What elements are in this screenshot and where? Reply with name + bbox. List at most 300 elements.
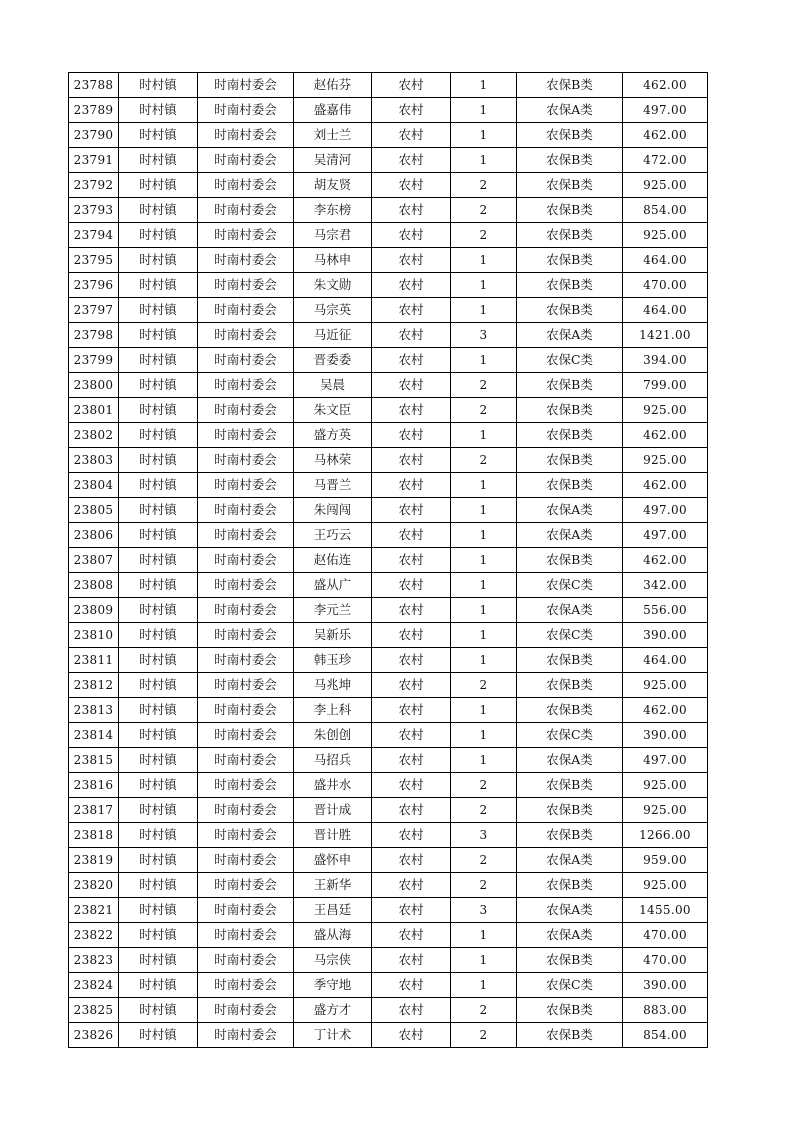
area-type-cell: 农村 [372,798,451,823]
town-cell: 时村镇 [119,873,198,898]
area-type-cell: 农村 [372,848,451,873]
amount-cell: 925.00 [623,873,708,898]
row-id-cell: 23817 [69,798,119,823]
amount-cell: 464.00 [623,648,708,673]
household-count-cell: 1 [451,973,517,998]
town-cell: 时村镇 [119,823,198,848]
village-committee-cell: 时南村委会 [198,873,294,898]
area-type-cell: 农村 [372,148,451,173]
name-cell: 赵佑芬 [294,73,372,98]
area-type-cell: 农村 [372,673,451,698]
town-cell: 时村镇 [119,348,198,373]
table-row [69,498,708,523]
household-count-cell: 2 [451,223,517,248]
household-count-cell: 2 [451,998,517,1023]
table-row [69,823,708,848]
table-row [69,448,708,473]
row-id-cell: 23788 [69,73,119,98]
area-type-cell: 农村 [372,773,451,798]
insurance-category-cell: 农保B类 [517,798,623,823]
area-type-cell: 农村 [372,873,451,898]
row-id-cell: 23808 [69,573,119,598]
household-count-cell: 2 [451,398,517,423]
village-committee-cell: 时南村委会 [198,398,294,423]
row-id-cell: 23811 [69,648,119,673]
row-id-cell: 23815 [69,748,119,773]
table-row [69,548,708,573]
household-count-cell: 1 [451,648,517,673]
area-type-cell: 农村 [372,748,451,773]
table-row [69,673,708,698]
row-id-cell: 23793 [69,198,119,223]
insurance-category-cell: 农保B类 [517,273,623,298]
insurance-category-cell: 农保B类 [517,373,623,398]
village-committee-cell: 时南村委会 [198,298,294,323]
area-type-cell: 农村 [372,823,451,848]
amount-cell: 462.00 [623,123,708,148]
table-row [69,248,708,273]
name-cell: 马晋兰 [294,473,372,498]
household-count-cell: 1 [451,748,517,773]
town-cell: 时村镇 [119,748,198,773]
village-committee-cell: 时南村委会 [198,223,294,248]
amount-cell: 462.00 [623,698,708,723]
table-row [69,898,708,923]
row-id-cell: 23801 [69,398,119,423]
row-id-cell: 23795 [69,248,119,273]
insurance-category-cell: 农保B类 [517,648,623,673]
table-row [69,348,708,373]
row-id-cell: 23825 [69,998,119,1023]
amount-cell: 390.00 [623,973,708,998]
insurance-category-cell: 农保B类 [517,673,623,698]
name-cell: 盛从广 [294,573,372,598]
row-id-cell: 23804 [69,473,119,498]
area-type-cell: 农村 [372,173,451,198]
household-count-cell: 1 [451,148,517,173]
insurance-category-cell: 农保B类 [517,398,623,423]
household-count-cell: 1 [451,423,517,448]
insurance-category-cell: 农保B类 [517,823,623,848]
amount-cell: 925.00 [623,398,708,423]
name-cell: 盛从海 [294,923,372,948]
name-cell: 吴新乐 [294,623,372,648]
amount-cell: 1266.00 [623,823,708,848]
table-row [69,273,708,298]
village-committee-cell: 时南村委会 [198,898,294,923]
amount-cell: 497.00 [623,498,708,523]
amount-cell: 342.00 [623,573,708,598]
household-count-cell: 1 [451,923,517,948]
amount-cell: 959.00 [623,848,708,873]
area-type-cell: 农村 [372,273,451,298]
row-id-cell: 23816 [69,773,119,798]
insurance-category-cell: 农保B类 [517,198,623,223]
amount-cell: 462.00 [623,73,708,98]
village-committee-cell: 时南村委会 [198,548,294,573]
insurance-category-cell: 农保B类 [517,423,623,448]
village-committee-cell: 时南村委会 [198,73,294,98]
town-cell: 时村镇 [119,648,198,673]
name-cell: 马招兵 [294,748,372,773]
row-id-cell: 23796 [69,273,119,298]
area-type-cell: 农村 [372,923,451,948]
table-row [69,473,708,498]
town-cell: 时村镇 [119,848,198,873]
table-row [69,223,708,248]
amount-cell: 799.00 [623,373,708,398]
household-count-cell: 1 [451,498,517,523]
name-cell: 盛怀申 [294,848,372,873]
area-type-cell: 农村 [372,248,451,273]
household-count-cell: 2 [451,673,517,698]
village-committee-cell: 时南村委会 [198,348,294,373]
name-cell: 盛方才 [294,998,372,1023]
household-count-cell: 1 [451,348,517,373]
amount-cell: 464.00 [623,298,708,323]
town-cell: 时村镇 [119,248,198,273]
insurance-category-cell: 农保A类 [517,323,623,348]
row-id-cell: 23813 [69,698,119,723]
household-count-cell: 3 [451,823,517,848]
town-cell: 时村镇 [119,698,198,723]
village-committee-cell: 时南村委会 [198,323,294,348]
insurance-category-cell: 农保B类 [517,948,623,973]
table-row [69,998,708,1023]
amount-cell: 883.00 [623,998,708,1023]
town-cell: 时村镇 [119,198,198,223]
name-cell: 马宗君 [294,223,372,248]
row-id-cell: 23810 [69,623,119,648]
area-type-cell: 农村 [372,223,451,248]
town-cell: 时村镇 [119,323,198,348]
household-count-cell: 1 [451,598,517,623]
village-committee-cell: 时南村委会 [198,98,294,123]
insurance-category-cell: 农保A类 [517,598,623,623]
table-row [69,748,708,773]
amount-cell: 556.00 [623,598,708,623]
household-count-cell: 2 [451,848,517,873]
name-cell: 朱创创 [294,723,372,748]
table-row [69,1023,708,1048]
name-cell: 赵佑连 [294,548,372,573]
table-row [69,573,708,598]
insurance-category-cell: 农保B类 [517,448,623,473]
village-committee-cell: 时南村委会 [198,623,294,648]
household-count-cell: 1 [451,248,517,273]
amount-cell: 854.00 [623,1023,708,1048]
name-cell: 李上科 [294,698,372,723]
town-cell: 时村镇 [119,398,198,423]
row-id-cell: 23826 [69,1023,119,1048]
name-cell: 王新华 [294,873,372,898]
insurance-category-cell: 农保B类 [517,223,623,248]
row-id-cell: 23819 [69,848,119,873]
town-cell: 时村镇 [119,798,198,823]
area-type-cell: 农村 [372,423,451,448]
row-id-cell: 23821 [69,898,119,923]
name-cell: 王昌廷 [294,898,372,923]
town-cell: 时村镇 [119,523,198,548]
area-type-cell: 农村 [372,698,451,723]
name-cell: 盛嘉伟 [294,98,372,123]
town-cell: 时村镇 [119,373,198,398]
row-id-cell: 23812 [69,673,119,698]
amount-cell: 472.00 [623,148,708,173]
village-committee-cell: 时南村委会 [198,598,294,623]
table-row [69,373,708,398]
area-type-cell: 农村 [372,473,451,498]
village-committee-cell: 时南村委会 [198,448,294,473]
row-id-cell: 23820 [69,873,119,898]
table-row [69,873,708,898]
household-count-cell: 2 [451,173,517,198]
town-cell: 时村镇 [119,948,198,973]
household-count-cell: 1 [451,473,517,498]
town-cell: 时村镇 [119,498,198,523]
name-cell: 晋计成 [294,798,372,823]
insurance-category-cell: 农保A类 [517,748,623,773]
town-cell: 时村镇 [119,723,198,748]
table-row [69,148,708,173]
row-id-cell: 23805 [69,498,119,523]
area-type-cell: 农村 [372,323,451,348]
row-id-cell: 23824 [69,973,119,998]
town-cell: 时村镇 [119,623,198,648]
row-id-cell: 23809 [69,598,119,623]
town-cell: 时村镇 [119,273,198,298]
area-type-cell: 农村 [372,123,451,148]
village-committee-cell: 时南村委会 [198,523,294,548]
row-id-cell: 23802 [69,423,119,448]
amount-cell: 390.00 [623,723,708,748]
insurance-category-cell: 农保B类 [517,698,623,723]
household-count-cell: 1 [451,723,517,748]
household-count-cell: 1 [451,623,517,648]
village-committee-cell: 时南村委会 [198,748,294,773]
household-count-cell: 1 [451,948,517,973]
town-cell: 时村镇 [119,423,198,448]
household-count-cell: 2 [451,773,517,798]
name-cell: 马林荣 [294,448,372,473]
village-committee-cell: 时南村委会 [198,1023,294,1048]
household-count-cell: 2 [451,798,517,823]
name-cell: 朱文臣 [294,398,372,423]
household-count-cell: 2 [451,1023,517,1048]
amount-cell: 462.00 [623,473,708,498]
amount-cell: 925.00 [623,223,708,248]
amount-cell: 925.00 [623,448,708,473]
amount-cell: 462.00 [623,548,708,573]
area-type-cell: 农村 [372,573,451,598]
name-cell: 盛井水 [294,773,372,798]
town-cell: 时村镇 [119,598,198,623]
amount-cell: 462.00 [623,423,708,448]
table-row [69,923,708,948]
household-count-cell: 1 [451,523,517,548]
household-count-cell: 1 [451,548,517,573]
household-count-cell: 1 [451,273,517,298]
row-id-cell: 23792 [69,173,119,198]
village-committee-cell: 时南村委会 [198,948,294,973]
amount-cell: 390.00 [623,623,708,648]
area-type-cell: 农村 [372,73,451,98]
amount-cell: 470.00 [623,948,708,973]
insurance-category-cell: 农保B类 [517,773,623,798]
name-cell: 马近征 [294,323,372,348]
table-row [69,623,708,648]
village-committee-cell: 时南村委会 [198,198,294,223]
household-count-cell: 1 [451,573,517,598]
area-type-cell: 农村 [372,198,451,223]
name-cell: 李元兰 [294,598,372,623]
row-id-cell: 23794 [69,223,119,248]
name-cell: 吴晨 [294,373,372,398]
village-committee-cell: 时南村委会 [198,848,294,873]
name-cell: 盛方英 [294,423,372,448]
insurance-category-cell: 农保B类 [517,148,623,173]
insurance-category-cell: 农保B类 [517,873,623,898]
amount-cell: 497.00 [623,98,708,123]
area-type-cell: 农村 [372,448,451,473]
name-cell: 朱闯闯 [294,498,372,523]
insurance-category-cell: 农保B类 [517,123,623,148]
table-row [69,773,708,798]
village-committee-cell: 时南村委会 [198,173,294,198]
insurance-category-cell: 农保B类 [517,998,623,1023]
table-row [69,73,708,98]
household-count-cell: 1 [451,73,517,98]
insurance-category-cell: 农保B类 [517,298,623,323]
amount-cell: 854.00 [623,198,708,223]
area-type-cell: 农村 [372,998,451,1023]
row-id-cell: 23814 [69,723,119,748]
insurance-category-cell: 农保C类 [517,573,623,598]
insurance-category-cell: 农保A类 [517,848,623,873]
table-row [69,423,708,448]
household-count-cell: 1 [451,123,517,148]
area-type-cell: 农村 [372,1023,451,1048]
village-committee-cell: 时南村委会 [198,823,294,848]
name-cell: 李东榜 [294,198,372,223]
household-count-cell: 1 [451,298,517,323]
table-row [69,848,708,873]
insurance-category-cell: 农保C类 [517,348,623,373]
area-type-cell: 农村 [372,948,451,973]
amount-cell: 470.00 [623,923,708,948]
row-id-cell: 23798 [69,323,119,348]
insurance-category-cell: 农保A类 [517,898,623,923]
amount-cell: 464.00 [623,248,708,273]
name-cell: 胡友贤 [294,173,372,198]
household-count-cell: 2 [451,373,517,398]
insurance-category-cell: 农保B类 [517,473,623,498]
name-cell: 吴清河 [294,148,372,173]
name-cell: 韩玉珍 [294,648,372,673]
name-cell: 季守地 [294,973,372,998]
table-row [69,173,708,198]
name-cell: 刘士兰 [294,123,372,148]
village-committee-cell: 时南村委会 [198,998,294,1023]
town-cell: 时村镇 [119,98,198,123]
household-count-cell: 1 [451,98,517,123]
row-id-cell: 23797 [69,298,119,323]
village-committee-cell: 时南村委会 [198,698,294,723]
insurance-category-cell: 农保C类 [517,623,623,648]
area-type-cell: 农村 [372,723,451,748]
table-row [69,198,708,223]
area-type-cell: 农村 [372,523,451,548]
insurance-category-cell: 农保A类 [517,923,623,948]
area-type-cell: 农村 [372,898,451,923]
insurance-category-cell: 农保A类 [517,98,623,123]
amount-cell: 394.00 [623,348,708,373]
village-committee-cell: 时南村委会 [198,123,294,148]
name-cell: 马兆坤 [294,673,372,698]
town-cell: 时村镇 [119,548,198,573]
row-id-cell: 23789 [69,98,119,123]
household-count-cell: 3 [451,898,517,923]
table-row [69,798,708,823]
household-count-cell: 2 [451,198,517,223]
area-type-cell: 农村 [372,348,451,373]
village-committee-cell: 时南村委会 [198,973,294,998]
village-committee-cell: 时南村委会 [198,798,294,823]
table-row [69,98,708,123]
row-id-cell: 23818 [69,823,119,848]
area-type-cell: 农村 [372,498,451,523]
area-type-cell: 农村 [372,623,451,648]
village-committee-cell: 时南村委会 [198,273,294,298]
amount-cell: 470.00 [623,273,708,298]
name-cell: 马林申 [294,248,372,273]
village-committee-cell: 时南村委会 [198,723,294,748]
insurance-category-cell: 农保C类 [517,973,623,998]
name-cell: 马宗英 [294,298,372,323]
town-cell: 时村镇 [119,173,198,198]
row-id-cell: 23803 [69,448,119,473]
insurance-category-cell: 农保B类 [517,1023,623,1048]
row-id-cell: 23806 [69,523,119,548]
village-committee-cell: 时南村委会 [198,423,294,448]
area-type-cell: 农村 [372,373,451,398]
table-row [69,698,708,723]
town-cell: 时村镇 [119,73,198,98]
amount-cell: 497.00 [623,748,708,773]
village-committee-cell: 时南村委会 [198,673,294,698]
town-cell: 时村镇 [119,998,198,1023]
amount-cell: 925.00 [623,173,708,198]
area-type-cell: 农村 [372,973,451,998]
household-count-cell: 3 [451,323,517,348]
village-committee-cell: 时南村委会 [198,498,294,523]
table-row [69,948,708,973]
table-row [69,973,708,998]
row-id-cell: 23800 [69,373,119,398]
area-type-cell: 农村 [372,398,451,423]
area-type-cell: 农村 [372,598,451,623]
village-committee-cell: 时南村委会 [198,473,294,498]
insurance-category-cell: 农保B类 [517,548,623,573]
town-cell: 时村镇 [119,148,198,173]
town-cell: 时村镇 [119,573,198,598]
town-cell: 时村镇 [119,1023,198,1048]
table-body [69,73,708,1048]
town-cell: 时村镇 [119,473,198,498]
amount-cell: 1421.00 [623,323,708,348]
row-id-cell: 23790 [69,123,119,148]
amount-cell: 1455.00 [623,898,708,923]
